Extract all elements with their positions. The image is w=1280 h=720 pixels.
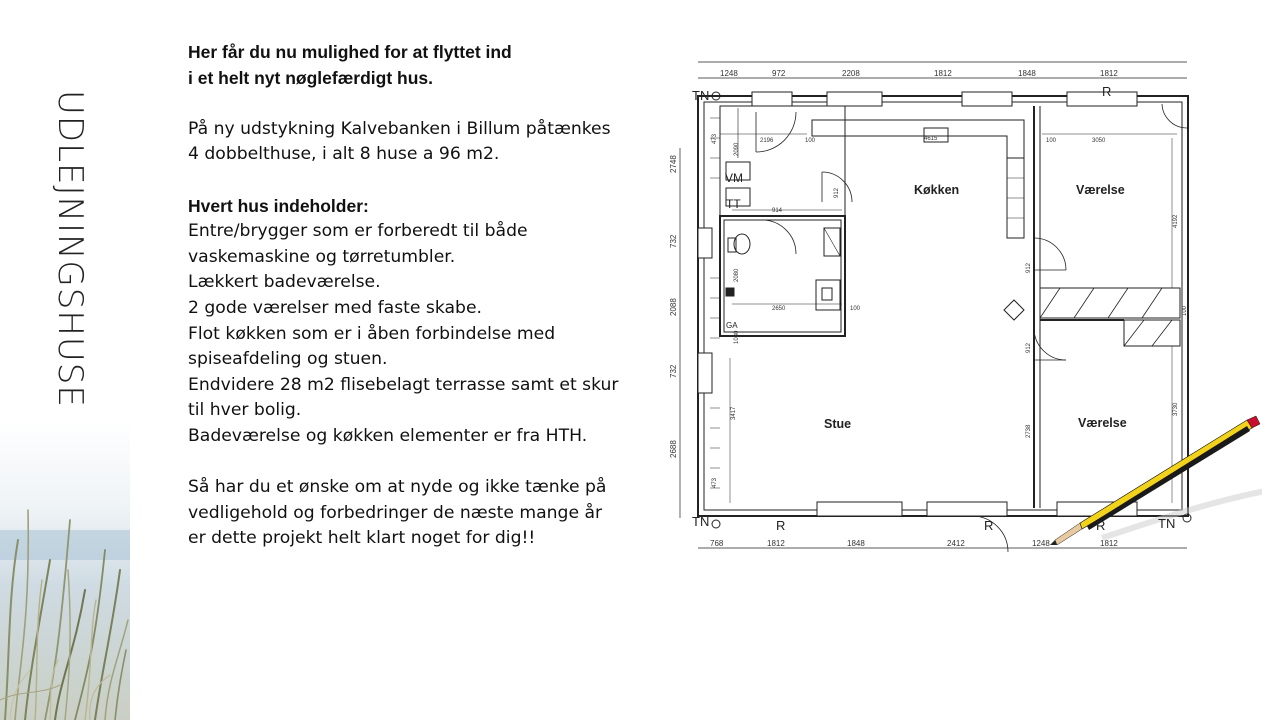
dim-label: 2738 [1026, 424, 1032, 438]
tn-marker: TN [692, 88, 710, 103]
dim-label: 2748 [669, 155, 678, 173]
dim-label: 100 [1046, 138, 1057, 144]
dim-label: 1848 [847, 539, 865, 548]
dim-label: 100 [1182, 305, 1188, 316]
fixture-label-tt: TT [726, 197, 741, 211]
description-text [188, 40, 628, 577]
contents-line: vaskemaskine og tørretumbler. [188, 246, 456, 267]
dim-label: 3050 [1092, 138, 1106, 144]
dim-label: 972 [772, 69, 786, 78]
dim-label: 912 [834, 187, 840, 198]
room-label-living: Stue [824, 417, 852, 431]
dim-label: 914 [772, 208, 783, 214]
pencil-icon [1050, 416, 1262, 545]
dim-label: 2688 [669, 440, 678, 458]
dim-label: 3730 [1173, 402, 1179, 416]
side-title: UDLEJNINGSHUSE [50, 90, 90, 408]
r-marker: R [1102, 84, 1112, 99]
closing-line: Så har du et ønske om at nyde og ikke tænke på [188, 477, 607, 498]
dim-label: 100 [805, 138, 816, 144]
intro-line: Her får du nu mulighed for at flyttet ind [188, 42, 512, 62]
dim-label: 2090 [734, 142, 740, 156]
closing-paragraph [188, 475, 628, 552]
intro-paragraph [188, 40, 628, 91]
dim-label: 2650 [772, 306, 786, 312]
closing-line: er dette projekt helt klart noget for dig!! [188, 528, 536, 549]
dim-label: 1812 [767, 539, 785, 548]
dim-label: 732 [669, 364, 678, 378]
dim-label: 1248 [1032, 539, 1050, 548]
dim-label: 4615 [924, 136, 938, 142]
location-line: 4 dobbelthuse, i alt 8 huse a 96 m2. [188, 144, 500, 165]
dim-label: 912 [1026, 342, 1032, 353]
dim-label: 473 [712, 133, 718, 144]
tn-marker: TN [692, 514, 710, 529]
dim-label: 2208 [842, 69, 860, 78]
location-paragraph [188, 117, 628, 168]
r-marker: R [1096, 518, 1106, 533]
dim-label: 1812 [1100, 539, 1118, 548]
dim-label: 1080 [734, 330, 740, 344]
dim-label: 2412 [947, 539, 965, 548]
dim-label: 2080 [734, 268, 740, 282]
contents-line: Lækkert badeværelse. [188, 272, 381, 293]
contents-line: Endvidere 28 m2 flisebelagt terrasse samt et skur [188, 374, 619, 395]
dim-label: 3417 [731, 406, 737, 420]
tn-marker: TN [1158, 516, 1176, 531]
contents-heading: Hvert hus indeholder: [188, 195, 369, 216]
location-line: På ny udstykning Kalvebanken i Billum påtænkes [188, 118, 611, 139]
fixture-label-vm: VM [725, 171, 743, 185]
dim-label: 912 [1026, 262, 1032, 273]
dim-label: 768 [710, 539, 724, 548]
room-label-kitchen: Køkken [914, 183, 960, 197]
dim-label: 1248 [720, 69, 738, 78]
contents-line: 2 gode værelser med faste skabe. [188, 297, 483, 318]
r-marker: R [776, 518, 786, 533]
contents-line: Badeværelse og køkken elementer er fra HTH. [188, 425, 588, 446]
dim-label: 2196 [760, 138, 774, 144]
contents-line: Flot køkken som er i åben forbindelse med [188, 323, 556, 344]
dim-label: 1812 [1100, 69, 1118, 78]
room-label-bedroom: Værelse [1078, 416, 1127, 430]
dim-label: 100 [850, 306, 861, 312]
contents-line: til hver bolig. [188, 400, 302, 421]
r-marker: R [984, 518, 994, 533]
floor-plan [662, 48, 1262, 568]
room-label-bedroom: Værelse [1076, 183, 1125, 197]
dim-label: 1812 [934, 69, 952, 78]
dim-label: 473 [712, 477, 718, 488]
contents-line: Entre/brygger som er forberedt til både [188, 221, 528, 242]
fixture-label-ga: GA [726, 321, 738, 330]
dim-label: 732 [669, 234, 678, 248]
intro-line: i et helt nyt nøglefærdigt hus. [188, 67, 433, 88]
closing-line: vedligehold og forbedringer de næste mange år [188, 502, 603, 523]
dim-label: 1848 [1018, 69, 1036, 78]
dim-label: 4192 [1173, 214, 1179, 228]
contents-line: spiseafdeling og stuen. [188, 349, 388, 370]
dim-label: 2088 [669, 298, 678, 316]
grass-image [0, 420, 130, 720]
contents-paragraph [188, 194, 628, 450]
